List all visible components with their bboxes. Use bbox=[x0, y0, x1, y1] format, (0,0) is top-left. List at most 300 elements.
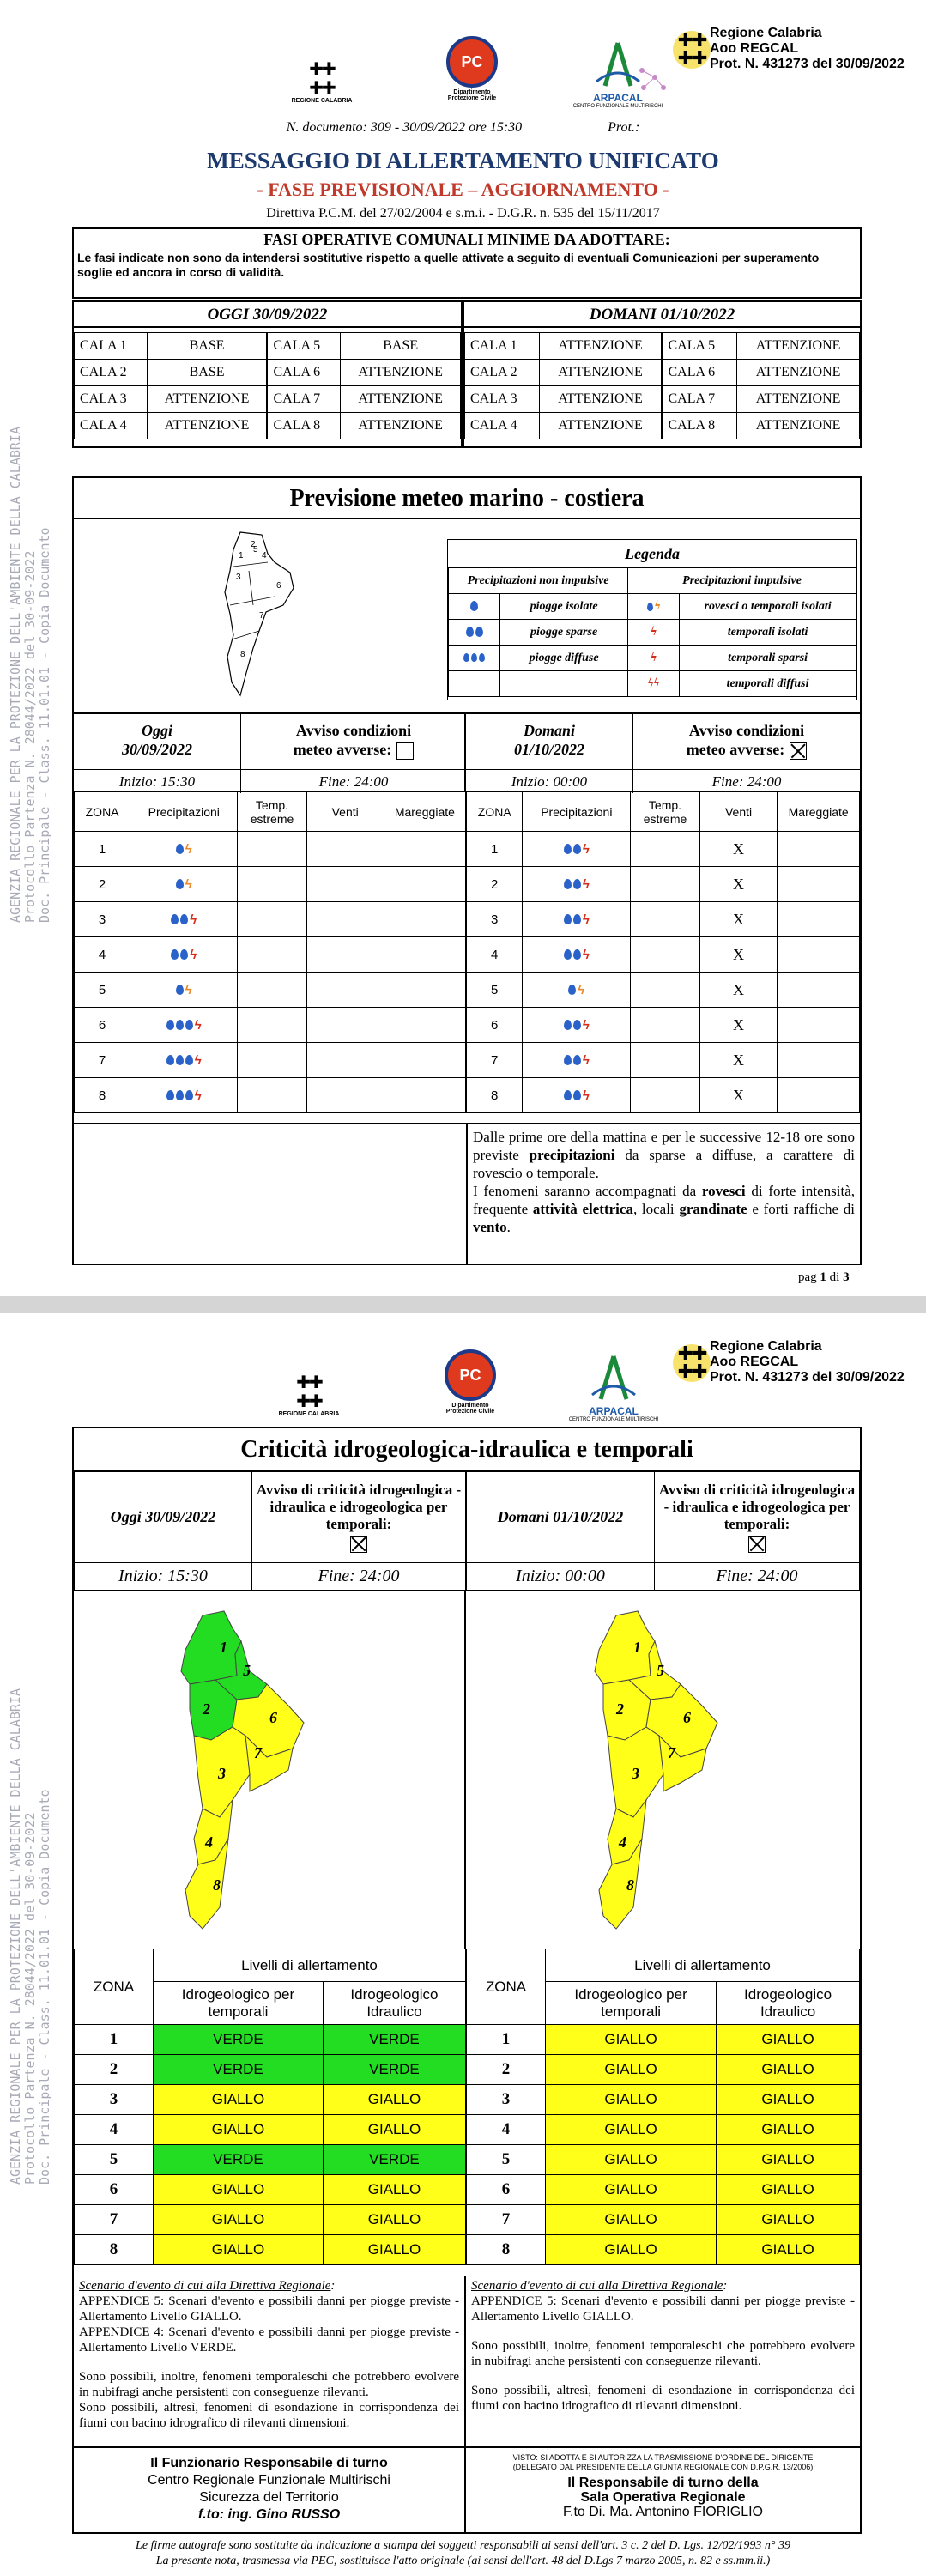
lightning-icon: ϟ bbox=[190, 947, 197, 962]
temp-cell bbox=[631, 867, 700, 902]
cala-row bbox=[75, 360, 461, 386]
cala-phase: ATTENZIONE bbox=[539, 360, 662, 386]
scenario-today: Scenario d'evento di cui alla Direttiva Regionale: APPENDICE 5: Scenari d'evento e possibili danni per piogge previste - Allertamento Livello GIALLO. APPENDICE 4: Scenari d'evento e possibili danni per piogge previste - Allertamento Livello VERDE. Sono possibili, inoltre, fenomeni temporaleschi che potrebbero evolvere in nubifragi anche persistenti con conseguenze rilevanti. Sono possibili, altresì, fenomeni di esondazione in corrispondenza dei fiumi con bacino idrografico di rilevanti dimensioni. bbox=[74, 2276, 466, 2446]
meteo-left-bottom bbox=[74, 1123, 466, 1124]
bolt-rain-icon: ϟ bbox=[628, 594, 680, 620]
temp-cell bbox=[631, 832, 700, 867]
page-2 bbox=[0, 1313, 926, 2576]
meteo-col-header: Venti bbox=[306, 792, 384, 832]
zone-number: 1 bbox=[467, 832, 523, 867]
level-cell: GIALLO bbox=[717, 2205, 860, 2235]
cala-zone: CALA 6 bbox=[662, 360, 736, 386]
mareggiate-cell bbox=[384, 1043, 465, 1078]
lightning-icon: ϟ bbox=[582, 841, 590, 857]
precip-cell bbox=[130, 1008, 238, 1043]
scenario-tomorrow: Scenario d'evento di cui alla Direttiva Regionale: APPENDICE 5: Scenari d'evento e possibili danni per piogge previste - Allertamento Livello GIALLO. Sono possibili, inoltre, fenomeni temporaleschi che potrebbero evolvere in nubifragi anche persistenti con conseguenze rilevanti. Sono possibili, altresì, fenomeni di esondazione in corrispondenza dei fiumi con bacino idrografico di rilevanti dimensioni. bbox=[471, 2279, 855, 2413]
col-temporali-header: Idrogeologico per temporali bbox=[546, 1982, 717, 2025]
level-cell: GIALLO bbox=[717, 2115, 860, 2145]
venti-cell bbox=[306, 832, 384, 867]
rain-drop-icon bbox=[176, 844, 184, 854]
rain-drop-icon bbox=[564, 844, 572, 854]
cala-row bbox=[465, 333, 860, 360]
lightning-icon: ϟ bbox=[194, 1017, 202, 1033]
level-cell: GIALLO bbox=[717, 2085, 860, 2115]
meteo-row bbox=[467, 937, 860, 973]
logo-protezione-civile: PC Dipartimento Protezione Civile bbox=[433, 36, 511, 101]
temp-cell bbox=[238, 973, 306, 1008]
map-zone-label: 5 bbox=[253, 545, 258, 555]
logo-regione-calabria: ✚✚ ✚✚ REGIONE CALABRIA bbox=[278, 1373, 340, 1417]
level-row bbox=[75, 2235, 466, 2265]
map-zone-label: 1 bbox=[239, 551, 244, 561]
venti-cell: X bbox=[699, 1043, 778, 1078]
temp-cell bbox=[238, 1078, 306, 1113]
cala-zone: CALA 2 bbox=[465, 360, 540, 386]
map-zone-label: 3 bbox=[236, 573, 241, 582]
zone-number: 6 bbox=[467, 2175, 546, 2205]
level-row bbox=[75, 2205, 466, 2235]
lightning-icon: ϟ bbox=[582, 947, 590, 962]
cala-phase: BASE bbox=[341, 333, 461, 360]
cala-phase: ATTENZIONE bbox=[737, 386, 860, 413]
rain-drop-icon bbox=[573, 949, 581, 960]
crit-tomorrow-checkbox bbox=[748, 1536, 766, 1553]
cala-zone: CALA 2 bbox=[75, 360, 148, 386]
zone-number: 5 bbox=[467, 2145, 546, 2175]
level-cell: GIALLO bbox=[546, 2115, 717, 2145]
zone-number: 8 bbox=[467, 1078, 523, 1113]
level-cell: GIALLO bbox=[546, 2025, 717, 2055]
cala-phase: ATTENZIONE bbox=[539, 413, 662, 439]
bolt-isolated-icon: ϟ bbox=[628, 620, 680, 646]
venti-cell bbox=[306, 902, 384, 937]
map-zone-label: 1 bbox=[633, 1639, 641, 1656]
map-zone-label: 4 bbox=[205, 1834, 213, 1851]
legend bbox=[447, 539, 857, 700]
rain-drop-icon bbox=[176, 879, 184, 889]
map-zone-label: 4 bbox=[619, 1834, 626, 1851]
meteo-row bbox=[467, 1008, 860, 1043]
temp-cell bbox=[631, 973, 700, 1008]
rain-drop-icon bbox=[166, 1055, 174, 1065]
rain-drop-icon bbox=[176, 1090, 184, 1100]
avviso-tomorrow-checkbox bbox=[790, 742, 807, 760]
storm-icon: ϟ bbox=[185, 982, 192, 997]
criticita-today-header: Oggi 30/09/2022 Avviso di criticità idrogeologica - idraulica e idrogeologica per temporali: Inizio: 15:30 Fine: 24:00 bbox=[74, 1471, 466, 1591]
meteo-row bbox=[467, 902, 860, 937]
cala-zone: CALA 3 bbox=[75, 386, 148, 413]
map-zone-label: 6 bbox=[276, 581, 281, 591]
cala-row bbox=[465, 360, 860, 386]
protocol-stamp: AGENZIA REGIONALE PER LA PROTEZIONE DELL'AMBIENTE DELLA CALABRIA Protocollo Partenza N. 28044/2022 del 30-09-2022 Doc. Principale - Class. 11.01.01 - Copia Documento bbox=[8, 1688, 52, 2185]
rain-drop-icon bbox=[176, 1020, 184, 1030]
temp-cell bbox=[631, 1043, 700, 1078]
level-cell: GIALLO bbox=[717, 2145, 860, 2175]
meteo-row bbox=[75, 937, 466, 973]
temp-cell bbox=[631, 902, 700, 937]
lightning-icon: ϟ bbox=[582, 1088, 590, 1103]
level-cell: VERDE bbox=[154, 2025, 324, 2055]
cala-row bbox=[75, 386, 461, 413]
drop-sparse-icon bbox=[449, 620, 500, 646]
level-row bbox=[467, 2115, 860, 2145]
level-cell: GIALLO bbox=[546, 2085, 717, 2115]
storm-icon: ϟ bbox=[185, 876, 192, 892]
zone-number: 6 bbox=[75, 1008, 130, 1043]
rain-drop-icon bbox=[185, 1020, 193, 1030]
lightning-icon: ϟ bbox=[194, 1088, 202, 1103]
mareggiate-cell bbox=[384, 1008, 465, 1043]
zone-number: 8 bbox=[467, 2235, 546, 2265]
zone-number: 6 bbox=[467, 1008, 523, 1043]
level-row bbox=[75, 2115, 466, 2145]
meteo-col-header: ZONA bbox=[467, 792, 523, 832]
temp-cell bbox=[631, 1008, 700, 1043]
temp-cell bbox=[238, 1008, 306, 1043]
mareggiate-cell bbox=[384, 832, 465, 867]
fasi-title: FASI OPERATIVE COMUNALI MINIME DA ADOTTARE: bbox=[263, 231, 670, 248]
precip-cell bbox=[130, 867, 238, 902]
protocol-box: Regione Calabria Aoo REGCAL Prot. N. 431273 del 30/09/2022 bbox=[710, 26, 905, 71]
precip-cell bbox=[523, 973, 631, 1008]
zone-number: 5 bbox=[75, 2145, 154, 2175]
fasi-today bbox=[72, 300, 463, 448]
logo-regione-calabria: ✚✚ ✚✚ REGIONE CALABRIA bbox=[291, 60, 353, 104]
cala-row bbox=[75, 413, 461, 439]
level-cell: GIALLO bbox=[546, 2205, 717, 2235]
map-zone-label: 8 bbox=[626, 1876, 634, 1894]
cala-zone: CALA 8 bbox=[662, 413, 736, 439]
lightning-icon: ϟ bbox=[582, 912, 590, 927]
zone-number: 1 bbox=[75, 2025, 154, 2055]
venti-cell bbox=[306, 867, 384, 902]
signature-right: VISTO: SI ADOTTA E SI AUTORIZZA LA TRASMISSIONE D'ORDINE DEL DIRIGENTE (DELEGATO DAL PRESIDENTE DELLA GIUNTA REGIONALE CON D.P.G.R. 13/2006) Il Responsabile di turno della Sala Operativa Regionale F.to Di. Ma. Antonino FIORIGLIO bbox=[466, 2446, 860, 2534]
mareggiate-cell bbox=[384, 937, 465, 973]
zone-number: 1 bbox=[75, 832, 130, 867]
zone-number: 3 bbox=[467, 902, 523, 937]
bolt-sparse-icon: ϟ bbox=[628, 646, 680, 671]
meteo-col-header: Temp. estreme bbox=[238, 792, 306, 832]
level-cell: GIALLO bbox=[323, 2085, 465, 2115]
meteo-col-header: Mareggiate bbox=[778, 792, 860, 832]
legend-item: rovesci o temporali isolati bbox=[680, 594, 856, 620]
level-row bbox=[75, 2175, 466, 2205]
map-zone-label: 8 bbox=[213, 1876, 221, 1894]
level-cell: GIALLO bbox=[154, 2235, 324, 2265]
rain-drop-icon bbox=[568, 985, 576, 995]
zone-number: 3 bbox=[467, 2085, 546, 2115]
cala-phase: ATTENZIONE bbox=[737, 360, 860, 386]
precip-cell bbox=[523, 1078, 631, 1113]
zone-number: 4 bbox=[75, 2115, 154, 2145]
map-zone-label: 2 bbox=[203, 1700, 210, 1718]
rain-drop-icon bbox=[564, 949, 572, 960]
rain-drop-icon bbox=[564, 1090, 572, 1100]
level-cell: GIALLO bbox=[546, 2175, 717, 2205]
rain-drop-icon bbox=[180, 914, 188, 924]
mareggiate-cell bbox=[778, 937, 860, 973]
zona-header: ZONA bbox=[75, 1949, 154, 2025]
meteo-row bbox=[467, 1043, 860, 1078]
meteo-today-header: Oggi 30/09/2022 Avviso condizioni meteo avverse: Inizio: 15:30 Fine: 24:00 bbox=[74, 712, 466, 791]
precip-cell bbox=[130, 973, 238, 1008]
meteo-row bbox=[75, 1008, 466, 1043]
footer-line2: La presente nota, trasmessa via PEC, sostituisce l'atto originale (ai sensi dell'art. 48 del D.Lgs 7 marzo 2005, n. 82 e ss.mm.ii.) bbox=[155, 2555, 771, 2567]
bolt-diffuse-icon: ϟϟ bbox=[628, 671, 680, 697]
level-row bbox=[467, 2235, 860, 2265]
zone-number: 2 bbox=[75, 2055, 154, 2085]
level-cell: VERDE bbox=[154, 2145, 324, 2175]
mareggiate-cell bbox=[778, 902, 860, 937]
zone-number: 5 bbox=[75, 973, 130, 1008]
rain-drop-icon bbox=[166, 1020, 174, 1030]
precip-cell bbox=[523, 1043, 631, 1078]
meteo-row bbox=[75, 1078, 466, 1113]
doc-number-line: N. documento: 309 - 30/09/2022 ore 15:30 Prot.: bbox=[286, 120, 640, 135]
map-zone-label: 2 bbox=[616, 1700, 624, 1718]
meteo-row bbox=[467, 1078, 860, 1113]
precip-cell bbox=[523, 902, 631, 937]
level-cell: GIALLO bbox=[154, 2085, 324, 2115]
zone-number: 4 bbox=[467, 2115, 546, 2145]
footer-line1: Le firme autografe sono sostituite da indicazione a stampa dei soggetti responsabili ai sensi dell'art. 3 c. 2 del D. Lgs. 12/02/1993 n° 39 bbox=[136, 2539, 790, 2552]
cala-zone: CALA 1 bbox=[465, 333, 540, 360]
venti-cell: X bbox=[699, 973, 778, 1008]
cala-zone: CALA 6 bbox=[267, 360, 340, 386]
temp-cell bbox=[238, 867, 306, 902]
rain-drop-icon bbox=[180, 949, 188, 960]
col-idraulico-header: Idrogeologico Idraulico bbox=[323, 1982, 465, 2025]
precip-cell bbox=[523, 937, 631, 973]
level-cell: VERDE bbox=[323, 2055, 465, 2085]
cala-phase: ATTENZIONE bbox=[539, 333, 662, 360]
level-cell: GIALLO bbox=[546, 2235, 717, 2265]
venti-cell bbox=[306, 937, 384, 973]
venti-cell: X bbox=[699, 832, 778, 867]
map-zone-label: 8 bbox=[240, 650, 245, 659]
cala-phase: ATTENZIONE bbox=[147, 386, 267, 413]
protocol-box: Regione Calabria Aoo REGCAL Prot. N. 431273 del 30/09/2022 bbox=[710, 1339, 905, 1385]
level-cell: VERDE bbox=[323, 2145, 465, 2175]
meteo-col-header: Precipitazioni bbox=[523, 792, 631, 832]
map-zone-label: 7 bbox=[668, 1744, 675, 1761]
level-row bbox=[75, 2145, 466, 2175]
level-cell: GIALLO bbox=[546, 2055, 717, 2085]
criticita-title: Criticità idrogeologica-idraulica e temporali bbox=[74, 1428, 860, 1471]
livelli-header: Livelli di allertamento bbox=[154, 1949, 466, 1982]
levels-today-table bbox=[74, 1949, 466, 2265]
rain-drop-icon bbox=[573, 1090, 581, 1100]
cala-zone: CALA 7 bbox=[662, 386, 736, 413]
cala-zone: CALA 4 bbox=[75, 413, 148, 439]
lightning-icon: ϟ bbox=[582, 876, 590, 892]
level-cell: GIALLO bbox=[323, 2175, 465, 2205]
fasi-text: Le fasi indicate non sono da intendersi sostitutive rispetto a quelle attivate a seguito di eventuali Comunicazioni per superamento soglie ed ancora in corso di validità. bbox=[77, 251, 820, 279]
level-cell: GIALLO bbox=[717, 2055, 860, 2085]
zone-number: 4 bbox=[467, 937, 523, 973]
map-zone-label: 4 bbox=[262, 551, 267, 561]
level-row bbox=[467, 2145, 860, 2175]
legend-col2: Precipitazioni impulsive bbox=[628, 568, 856, 594]
zone-number: 8 bbox=[75, 2235, 154, 2265]
cala-zone: CALA 1 bbox=[75, 333, 148, 360]
rain-drop-icon bbox=[166, 1090, 174, 1100]
mareggiate-cell bbox=[384, 867, 465, 902]
precip-cell bbox=[130, 937, 238, 973]
livelli-header: Livelli di allertamento bbox=[546, 1949, 860, 1982]
temp-cell bbox=[238, 1043, 306, 1078]
lightning-icon: ϟ bbox=[190, 912, 197, 927]
meteo-title: Previsione meteo marino - costiera bbox=[74, 478, 860, 519]
cala-phase: ATTENZIONE bbox=[737, 413, 860, 439]
cala-zone: CALA 4 bbox=[465, 413, 540, 439]
cala-zone: CALA 7 bbox=[267, 386, 340, 413]
cala-zone: CALA 5 bbox=[267, 333, 340, 360]
level-cell: VERDE bbox=[154, 2055, 324, 2085]
rain-drop-icon bbox=[564, 914, 572, 924]
level-row bbox=[467, 2175, 860, 2205]
meteo-tomorrow-table bbox=[466, 791, 860, 1113]
rain-drop-icon bbox=[176, 985, 184, 995]
legend-item: piogge diffuse bbox=[500, 646, 628, 671]
levels-tomorrow-table bbox=[466, 1949, 860, 2265]
zone-number: 7 bbox=[75, 1043, 130, 1078]
venti-cell: X bbox=[699, 1078, 778, 1113]
rain-drop-icon bbox=[185, 1090, 193, 1100]
col-temporali-header: Idrogeologico per temporali bbox=[154, 1982, 324, 2025]
meteo-col-header: Temp. estreme bbox=[631, 792, 700, 832]
criticita-tomorrow-map bbox=[466, 1590, 860, 1949]
rain-drop-icon bbox=[171, 914, 179, 924]
level-row bbox=[467, 2205, 860, 2235]
mareggiate-cell bbox=[778, 1078, 860, 1113]
meteo-note: Dalle prime ore della mattina e per le successive 12-18 ore sono previste precipitazioni da sparse a diffuse, a carattere di rovescio o temporale. I fenomeni saranno accompagnati da rovesci di forte intensità, frequente attività elettrica, locali grandinate e forti raffiche di vento. bbox=[466, 1123, 860, 1265]
precip-cell bbox=[130, 832, 238, 867]
level-row bbox=[75, 2085, 466, 2115]
meteo-row bbox=[75, 902, 466, 937]
lightning-icon: ϟ bbox=[582, 1017, 590, 1033]
venti-cell: X bbox=[699, 937, 778, 973]
meteo-row bbox=[467, 832, 860, 867]
meteo-col-header: Precipitazioni bbox=[130, 792, 238, 832]
meteo-zones-map bbox=[215, 528, 318, 700]
logo-arpacal: ARPACAL CENTRO FUNZIONALE MULTIRISCHI bbox=[566, 39, 669, 109]
rain-drop-icon bbox=[185, 1055, 193, 1065]
rain-drop-icon bbox=[564, 1055, 572, 1065]
meteo-row bbox=[467, 867, 860, 902]
venti-cell bbox=[306, 1043, 384, 1078]
avviso-today-checkbox bbox=[396, 742, 414, 760]
precip-cell bbox=[130, 1078, 238, 1113]
directive-line: Direttiva P.C.M. del 27/02/2004 e s.m.i. - D.G.R. n. 535 del 15/11/2017 bbox=[266, 206, 660, 221]
legend-col1: Precipitazioni non impulsive bbox=[449, 568, 628, 594]
map-zone-label: 5 bbox=[243, 1662, 251, 1679]
fasi-tomorrow bbox=[463, 300, 862, 448]
venti-cell bbox=[306, 1008, 384, 1043]
map-zone-label: 3 bbox=[632, 1765, 639, 1782]
level-cell: GIALLO bbox=[323, 2205, 465, 2235]
cala-zone: CALA 3 bbox=[465, 386, 540, 413]
cala-phase: ATTENZIONE bbox=[147, 413, 267, 439]
precip-cell bbox=[523, 867, 631, 902]
meteo-today-table bbox=[74, 791, 466, 1113]
level-row bbox=[75, 2055, 466, 2085]
zone-number: 8 bbox=[75, 1078, 130, 1113]
level-row bbox=[467, 2085, 860, 2115]
level-cell: GIALLO bbox=[154, 2205, 324, 2235]
temp-cell bbox=[631, 937, 700, 973]
map-zone-label: 3 bbox=[218, 1765, 226, 1782]
zone-number: 2 bbox=[467, 867, 523, 902]
precip-cell bbox=[130, 902, 238, 937]
mareggiate-cell bbox=[778, 1043, 860, 1078]
level-cell: GIALLO bbox=[323, 2115, 465, 2145]
meteo-today-start: Inizio: 15:30 bbox=[74, 769, 241, 793]
legend-item: temporali isolati bbox=[680, 620, 856, 646]
temp-cell bbox=[238, 832, 306, 867]
region-stamp-icon: ✚✚ ✚✚ bbox=[673, 31, 711, 69]
temp-cell bbox=[238, 937, 306, 973]
logo-arpacal: ARPACAL CENTRO FUNZIONALE MULTIRISCHI bbox=[562, 1352, 665, 1422]
mareggiate-cell bbox=[384, 902, 465, 937]
rain-drop-icon bbox=[573, 879, 581, 889]
level-cell: GIALLO bbox=[323, 2235, 465, 2265]
meteo-tomorrow-end: Fine: 24:00 bbox=[633, 769, 860, 793]
meteo-tomorrow-start: Inizio: 00:00 bbox=[466, 769, 633, 793]
meteo-col-header: Mareggiate bbox=[384, 792, 465, 832]
cala-zone: CALA 8 bbox=[267, 413, 340, 439]
page-separator bbox=[0, 1296, 926, 1313]
level-cell: GIALLO bbox=[546, 2145, 717, 2175]
cala-phase: ATTENZIONE bbox=[341, 386, 461, 413]
mareggiate-cell bbox=[778, 867, 860, 902]
zone-number: 4 bbox=[75, 937, 130, 973]
storm-icon: ϟ bbox=[578, 982, 585, 997]
zone-number: 3 bbox=[75, 902, 130, 937]
zone-number: 2 bbox=[467, 2055, 546, 2085]
meteo-today-end: Fine: 24:00 bbox=[241, 769, 466, 793]
logo-network bbox=[633, 62, 676, 105]
page-number: pag 1 di 3 bbox=[798, 1270, 850, 1284]
cala-row bbox=[465, 386, 860, 413]
venti-cell bbox=[306, 973, 384, 1008]
cala-zone: CALA 5 bbox=[662, 333, 736, 360]
storm-icon: ϟ bbox=[185, 841, 192, 857]
mareggiate-cell bbox=[778, 1008, 860, 1043]
criticita-tomorrow-header: Domani 01/10/2022 Avviso di criticità idrogeologica - idraulica e idrogeologica per temporali: Inizio: 00:00 Fine: 24:00 bbox=[466, 1471, 860, 1591]
rain-drop-icon bbox=[176, 1055, 184, 1065]
map-zone-label: 2 bbox=[251, 540, 256, 549]
meteo-row bbox=[75, 973, 466, 1008]
zone-number: 1 bbox=[467, 2025, 546, 2055]
col-idraulico-header: Idrogeologico Idraulico bbox=[717, 1982, 860, 2025]
legend-item: temporali diffusi bbox=[680, 671, 856, 697]
mareggiate-cell bbox=[384, 1078, 465, 1113]
cala-phase: ATTENZIONE bbox=[341, 360, 461, 386]
zone-number: 7 bbox=[467, 1043, 523, 1078]
fasi-box bbox=[72, 227, 862, 299]
venti-cell: X bbox=[699, 1008, 778, 1043]
meteo-col-header: Venti bbox=[699, 792, 778, 832]
drop-isolated-icon bbox=[449, 594, 500, 620]
fasi-tomorrow-label: DOMANI 01/10/2022 bbox=[464, 302, 860, 328]
meteo-col-header: ZONA bbox=[75, 792, 130, 832]
cala-phase: ATTENZIONE bbox=[737, 333, 860, 360]
rain-drop-icon bbox=[573, 1020, 581, 1030]
precip-cell bbox=[523, 832, 631, 867]
mareggiate-cell bbox=[778, 973, 860, 1008]
page-title: MESSAGGIO DI ALLERTAMENTO UNIFICATO bbox=[207, 148, 719, 173]
